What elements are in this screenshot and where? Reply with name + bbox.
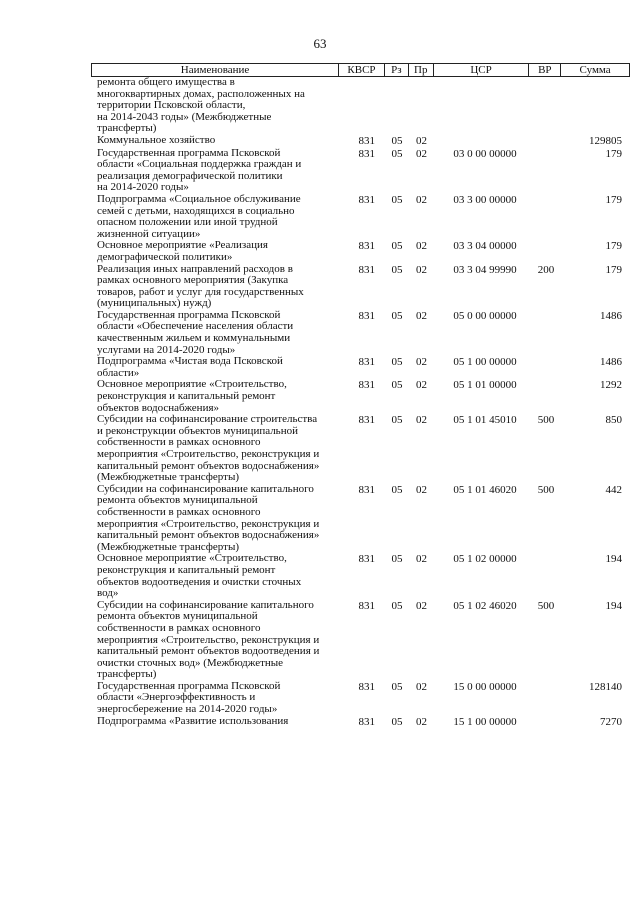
page-number: 63 — [313, 36, 327, 51]
row-vr — [530, 681, 562, 682]
row-csr — [434, 77, 530, 78]
row-name-line: мероприятия «Строительство, реконструкция и — [97, 448, 320, 460]
row-sum: 194 — [605, 599, 622, 612]
row-name-line: капитальный ремонт объектов водоснабжения» — [97, 459, 320, 472]
row-name-line: жизненной ситуации» — [97, 227, 201, 240]
row-csr: 03 0 00 00000 — [453, 147, 517, 160]
row-name — [91, 379, 339, 414]
table-row — [91, 310, 630, 356]
row-csr: 03 3 04 00000 — [453, 240, 517, 253]
row-vr — [530, 379, 562, 380]
row-name-line: Государственная программа Псковской — [97, 146, 281, 159]
row-rz: 05 — [391, 414, 403, 427]
row-name-line: Подпрограмма «Социальное обслуживание — [97, 192, 301, 205]
row-rz: 05 — [391, 715, 403, 728]
header-csr: ЦСР — [434, 64, 530, 76]
header-rz: Рз — [385, 64, 409, 76]
row-rz: 05 — [391, 309, 403, 322]
row-name-line: капитальный ремонт объектов водоснабжения» — [97, 529, 320, 542]
header-vr: ВР — [529, 64, 561, 76]
row-name-line: (Межбюджетные трансферты) — [97, 471, 239, 484]
table-row — [91, 240, 630, 263]
row-name-line: собственности в рамках основного — [97, 621, 261, 634]
row-vr — [530, 716, 562, 717]
row-name-line: опасном положении или иной трудной — [97, 216, 278, 229]
row-sum: 179 — [605, 193, 622, 206]
row-pr: 02 — [416, 379, 427, 392]
row-name — [91, 135, 339, 147]
row-name-line: территории Псковской области, — [97, 99, 246, 112]
row-name — [91, 310, 339, 356]
row-kvsr: 831 — [358, 680, 375, 693]
table-row — [91, 553, 630, 599]
table-body — [91, 77, 630, 728]
row-name-line: очистки сточных вод» (Межбюджетные — [97, 656, 284, 669]
row-kvsr: 831 — [358, 134, 375, 147]
row-name-line: собственности в рамках основного — [97, 436, 261, 449]
row-rz: 05 — [391, 599, 403, 612]
row-vr — [530, 310, 562, 311]
row-rz: 05 — [391, 134, 403, 147]
table-row — [91, 135, 630, 148]
row-name-line: мероприятия «Строительство, реконструкция и — [97, 633, 320, 646]
row-sum: 129805 — [589, 134, 622, 147]
row-pr: 02 — [416, 599, 427, 612]
row-name — [91, 356, 339, 379]
row-csr: 05 1 01 45010 — [453, 414, 517, 427]
row-name-line: реализация демографической политики — [97, 169, 283, 182]
row-vr — [530, 553, 562, 554]
row-kvsr: 831 — [358, 263, 375, 276]
row-rz: 05 — [391, 263, 403, 276]
table-row — [91, 484, 630, 554]
row-name-line: области «Обеспечение населения области — [97, 320, 294, 333]
row-name-line: Государственная программа Псковской — [97, 679, 281, 692]
table-row — [91, 356, 630, 379]
row-pr: 02 — [416, 414, 427, 427]
row-sum: 1486 — [600, 356, 622, 369]
row-kvsr: 831 — [358, 553, 375, 566]
row-name-line: рамках основного мероприятия (Закупка — [97, 274, 289, 287]
row-vr — [530, 148, 562, 149]
row-pr: 02 — [416, 147, 427, 160]
row-name-line: семей с детьми, находящихся в социально — [97, 204, 295, 217]
header-sum: Сумма — [579, 64, 611, 76]
row-rz: 05 — [391, 379, 403, 392]
row-sum: 442 — [605, 483, 622, 496]
row-name-line: демографической политики» — [97, 250, 233, 263]
table-row — [91, 148, 630, 194]
row-csr: 05 1 01 46020 — [453, 483, 517, 496]
row-name-line: Субсидии на софинансирование строительства — [97, 413, 318, 426]
row-name-line: энергосбережение на 2014-2020 годы» — [97, 703, 278, 716]
row-name-line: ремонта объектов муниципальной — [97, 610, 258, 623]
row-vr — [530, 194, 562, 195]
row-csr: 05 1 02 00000 — [453, 553, 517, 566]
row-csr: 05 0 00 00000 — [453, 309, 517, 322]
table-row — [91, 77, 630, 135]
row-name-line: области» — [97, 366, 140, 379]
row-name-line: области «Энергоэффективность и — [97, 691, 256, 704]
row-sum: 179 — [605, 263, 622, 276]
row-name-line: Основное мероприятие «Строительство, — [97, 378, 287, 391]
row-sum: 850 — [605, 414, 622, 427]
row-kvsr: 831 — [358, 483, 375, 496]
row-csr: 05 1 01 00000 — [453, 379, 517, 392]
row-kvsr: 831 — [358, 356, 375, 369]
row-name — [91, 716, 339, 728]
row-name-line: (муниципальных) нужд) — [97, 297, 212, 310]
row-vr — [530, 77, 562, 78]
row-name — [91, 264, 339, 310]
row-name-line: услугами на 2014-2020 годы» — [97, 343, 236, 356]
row-rz: 05 — [391, 553, 403, 566]
table-row — [91, 716, 630, 729]
row-name-line: области «Социальная поддержка граждан и — [97, 158, 302, 171]
row-name — [91, 240, 339, 263]
row-name-line: объектов водоснабжения» — [97, 401, 220, 414]
table-row — [91, 379, 630, 414]
row-vr — [530, 356, 562, 357]
row-name-line: на 2014-2043 годы» (Межбюджетные — [97, 110, 272, 123]
row-sum: 194 — [605, 553, 622, 566]
row-name — [91, 681, 339, 716]
row-pr: 02 — [416, 240, 427, 253]
row-name — [91, 194, 339, 240]
row-csr: 03 3 04 99990 — [453, 263, 517, 276]
row-name — [91, 148, 339, 194]
row-sum: 1486 — [600, 309, 622, 322]
row-vr — [530, 240, 562, 241]
row-name-line: Подпрограмма «Чистая вода Псковской — [97, 355, 283, 368]
row-name-line: (Межбюджетные трансферты) — [97, 540, 239, 553]
header-name: Наименование — [92, 64, 339, 76]
row-name-line: Реализация иных направлений расходов в — [97, 262, 293, 275]
row-pr: 02 — [416, 715, 427, 728]
row-sum: 179 — [605, 147, 622, 160]
row-name-line: ремонта общего имущества в — [97, 76, 235, 88]
row-pr: 02 — [416, 680, 427, 693]
row-pr: 02 — [416, 483, 427, 496]
row-name-line: Подпрограмма «Развитие использования — [97, 714, 289, 727]
row-name-line: трансферты) — [97, 122, 157, 135]
row-sum: 128140 — [589, 680, 622, 693]
row-csr: 05 1 02 46020 — [453, 599, 517, 612]
row-name-line: Субсидии на софинансирование капитального — [97, 598, 314, 611]
row-name-line: реконструкция и капитальный ремонт — [97, 563, 276, 576]
row-csr: 05 1 00 00000 — [453, 356, 517, 369]
table-header — [91, 63, 630, 77]
row-name-line: мероприятия «Строительство, реконструкция и — [97, 517, 320, 530]
row-rz: 05 — [391, 193, 403, 206]
row-name — [91, 484, 339, 554]
row-csr: 15 1 00 00000 — [453, 715, 517, 728]
row-name-line: Основное мероприятие «Реализация — [97, 239, 268, 252]
row-kvsr: 831 — [358, 193, 375, 206]
row-csr — [434, 135, 530, 136]
row-kvsr: 831 — [358, 715, 375, 728]
row-pr: 02 — [416, 356, 427, 369]
row-name-line: реконструкция и капитальный ремонт — [97, 390, 276, 403]
row-name-line: Основное мероприятие «Строительство, — [97, 552, 287, 565]
row-name-line: вод» — [97, 587, 119, 600]
row-pr: 02 — [416, 193, 427, 206]
row-pr — [409, 77, 434, 78]
row-name-line: на 2014-2020 годы» — [97, 181, 189, 194]
row-kvsr: 831 — [358, 599, 375, 612]
row-rz: 05 — [391, 483, 403, 496]
row-pr: 02 — [416, 134, 427, 147]
row-name-line: объектов водоотведения и очистки сточных — [97, 575, 302, 588]
row-sum: 1292 — [600, 379, 622, 392]
row-kvsr: 831 — [358, 309, 375, 322]
row-name — [91, 553, 339, 599]
budget-table — [91, 63, 630, 728]
row-rz: 05 — [391, 356, 403, 369]
row-rz: 05 — [391, 240, 403, 253]
header-kvsr: КВСР — [339, 64, 385, 76]
row-vr: 500 — [537, 414, 555, 427]
row-name-line: многоквартирных домах, расположенных на — [97, 87, 305, 100]
row-vr: 200 — [537, 263, 555, 276]
row-name-line: капитальный ремонт объектов водоотведения и — [97, 645, 320, 658]
row-name-line: трансферты) — [97, 668, 157, 681]
row-name — [91, 600, 339, 681]
row-name-line: Государственная программа Псковской — [97, 308, 281, 321]
row-vr: 500 — [537, 483, 555, 496]
table-row — [91, 194, 630, 240]
row-name-line: и реконструкции объектов муниципальной — [97, 424, 298, 437]
row-kvsr: 831 — [358, 414, 375, 427]
table-row — [91, 414, 630, 484]
row-name-line: собственности в рамках основного — [97, 505, 261, 518]
table-row — [91, 600, 630, 681]
row-name — [91, 77, 339, 135]
row-name — [91, 414, 339, 484]
row-sum: 179 — [605, 240, 622, 253]
row-pr: 02 — [416, 553, 427, 566]
row-name-line: качественным жильем и коммунальными — [97, 332, 291, 345]
row-vr: 500 — [537, 599, 555, 612]
row-kvsr — [339, 77, 385, 78]
row-name-line: ремонта объектов муниципальной — [97, 494, 258, 507]
row-sum: 7270 — [600, 715, 622, 728]
row-kvsr: 831 — [358, 379, 375, 392]
row-rz: 05 — [391, 680, 403, 693]
row-name-line: Коммунальное хозяйство — [97, 133, 216, 146]
table-row — [91, 681, 630, 716]
row-rz: 05 — [391, 147, 403, 160]
row-csr: 03 3 00 00000 — [453, 193, 517, 206]
table-row — [91, 264, 630, 310]
row-csr: 15 0 00 00000 — [453, 680, 517, 693]
row-kvsr: 831 — [358, 147, 375, 160]
header-pr: Пр — [409, 64, 434, 76]
row-name-line: товаров, работ и услуг для государственных — [97, 285, 304, 298]
row-kvsr: 831 — [358, 240, 375, 253]
row-name-line: Субсидии на софинансирование капитального — [97, 482, 314, 495]
row-rz — [385, 77, 409, 78]
row-pr: 02 — [416, 309, 427, 322]
row-sum — [562, 77, 630, 78]
row-pr: 02 — [416, 263, 427, 276]
row-vr — [530, 135, 562, 136]
